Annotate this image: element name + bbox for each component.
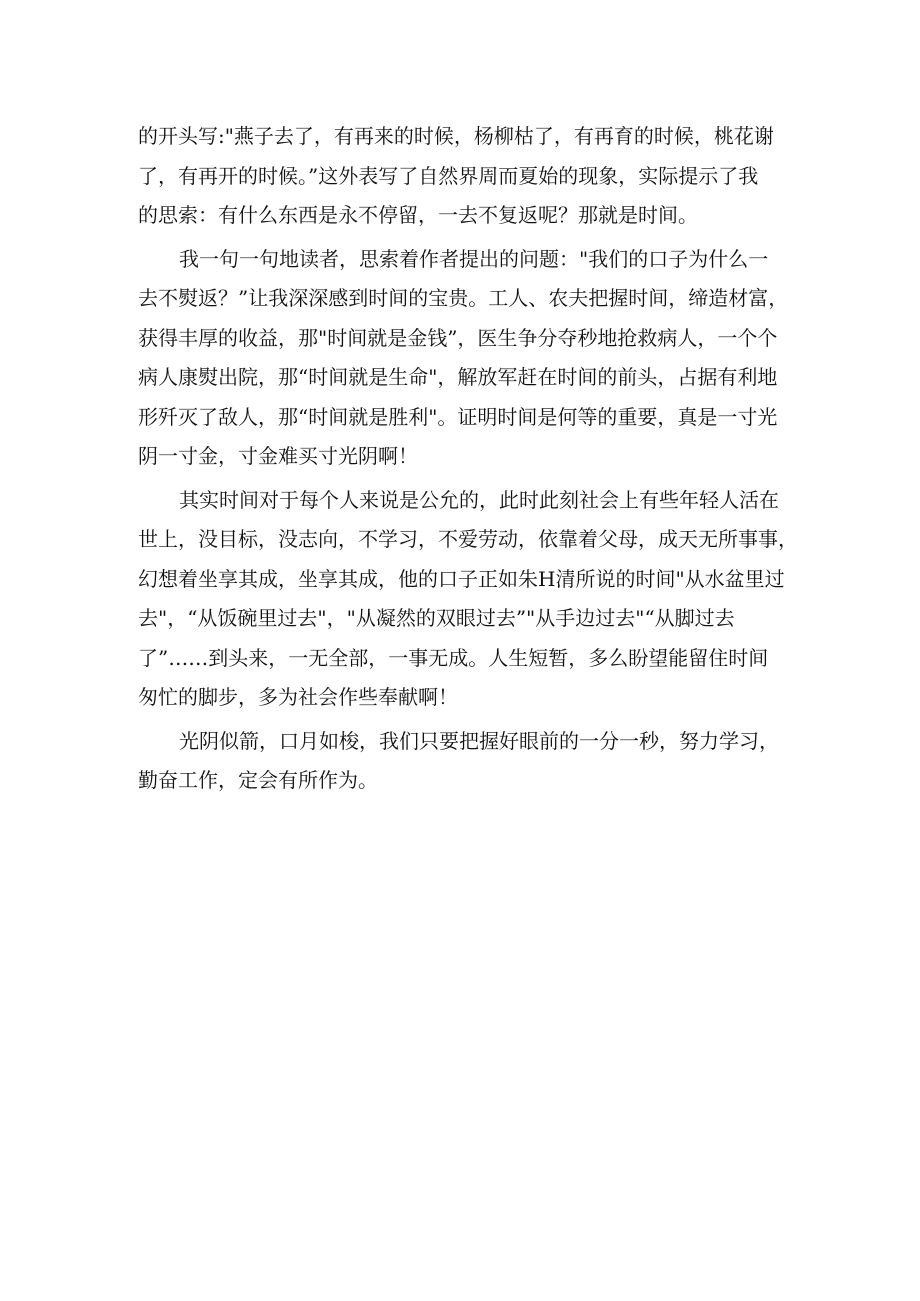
- paragraph-line: 了，有再开的时候。”这外表写了自然界周而夏始的现象，实际提示了我: [138, 163, 759, 188]
- essay-body: [138, 117, 798, 801]
- paragraph-line: 阴一寸金，寸金难买寸光阴啊！: [138, 444, 418, 468]
- paragraph-1: [138, 117, 798, 236]
- paragraph-line: 的开头写:"燕子去了，有再来的时候，杨柳枯了，有再育的时候，桃花谢: [138, 124, 774, 148]
- paragraph-line: 形歼灭了敌人，那“时间就是胜利"。证明时间是何等的重要，真是一寸光: [138, 404, 778, 429]
- paragraph-line: 了”……到头来，一无全部，一事无成。人生短暂，多么盼望能留住时间: [138, 645, 769, 670]
- paragraph-line: 获得丰厚的收益，那"时间就是金钱”，医生争分夺秒地抢救病人，一个个: [138, 325, 778, 350]
- paragraph-line: 世上，没目标，没志向，不学习，不爱劳动，依靠着父母，成天无所事事，: [138, 527, 798, 551]
- paragraph-line: 其实时间对于每个人来说是公允的，此时此刻社会上有些年轻人活在: [179, 487, 779, 512]
- paragraph-line: 幻想着坐享其成，坐享其成，他的口子正如朱H清所说的时间"从水盆里过: [138, 566, 785, 591]
- paragraph-line: 光阴似箭，口月如梭，我们只要把握好眼前的一分一秒，努力学习，: [179, 728, 779, 753]
- paragraph-line: 去不熨返？”让我深深感到时间的宝贵。工人、农夫把握时间，缔造材富，: [138, 286, 789, 310]
- paragraph-line: 的思索：有什么东西是永不停留，一去不复返呢？那就是时间。: [138, 203, 698, 227]
- paragraph-line: 勤奋工作，定会有所作为。: [138, 768, 378, 792]
- paragraph-line: 匆忙的脚步，多为社会作些奉献啊！: [138, 685, 458, 709]
- paragraph-line: 我一句一句地读者，思索着作者提出的问题："我们的口子为什么一: [179, 246, 769, 271]
- paragraph-3: [138, 481, 798, 718]
- paragraph-4: [138, 722, 798, 801]
- paragraph-line: 病人康熨出院，那“时间就是生命"，解放军赶在时间的前头，占据有利地: [138, 365, 778, 389]
- paragraph-line: 去"，“从饭碗里过去"，"从凝然的双眼过去”"从手边过去"“从脚过去: [138, 606, 735, 630]
- paragraph-2: [138, 240, 798, 477]
